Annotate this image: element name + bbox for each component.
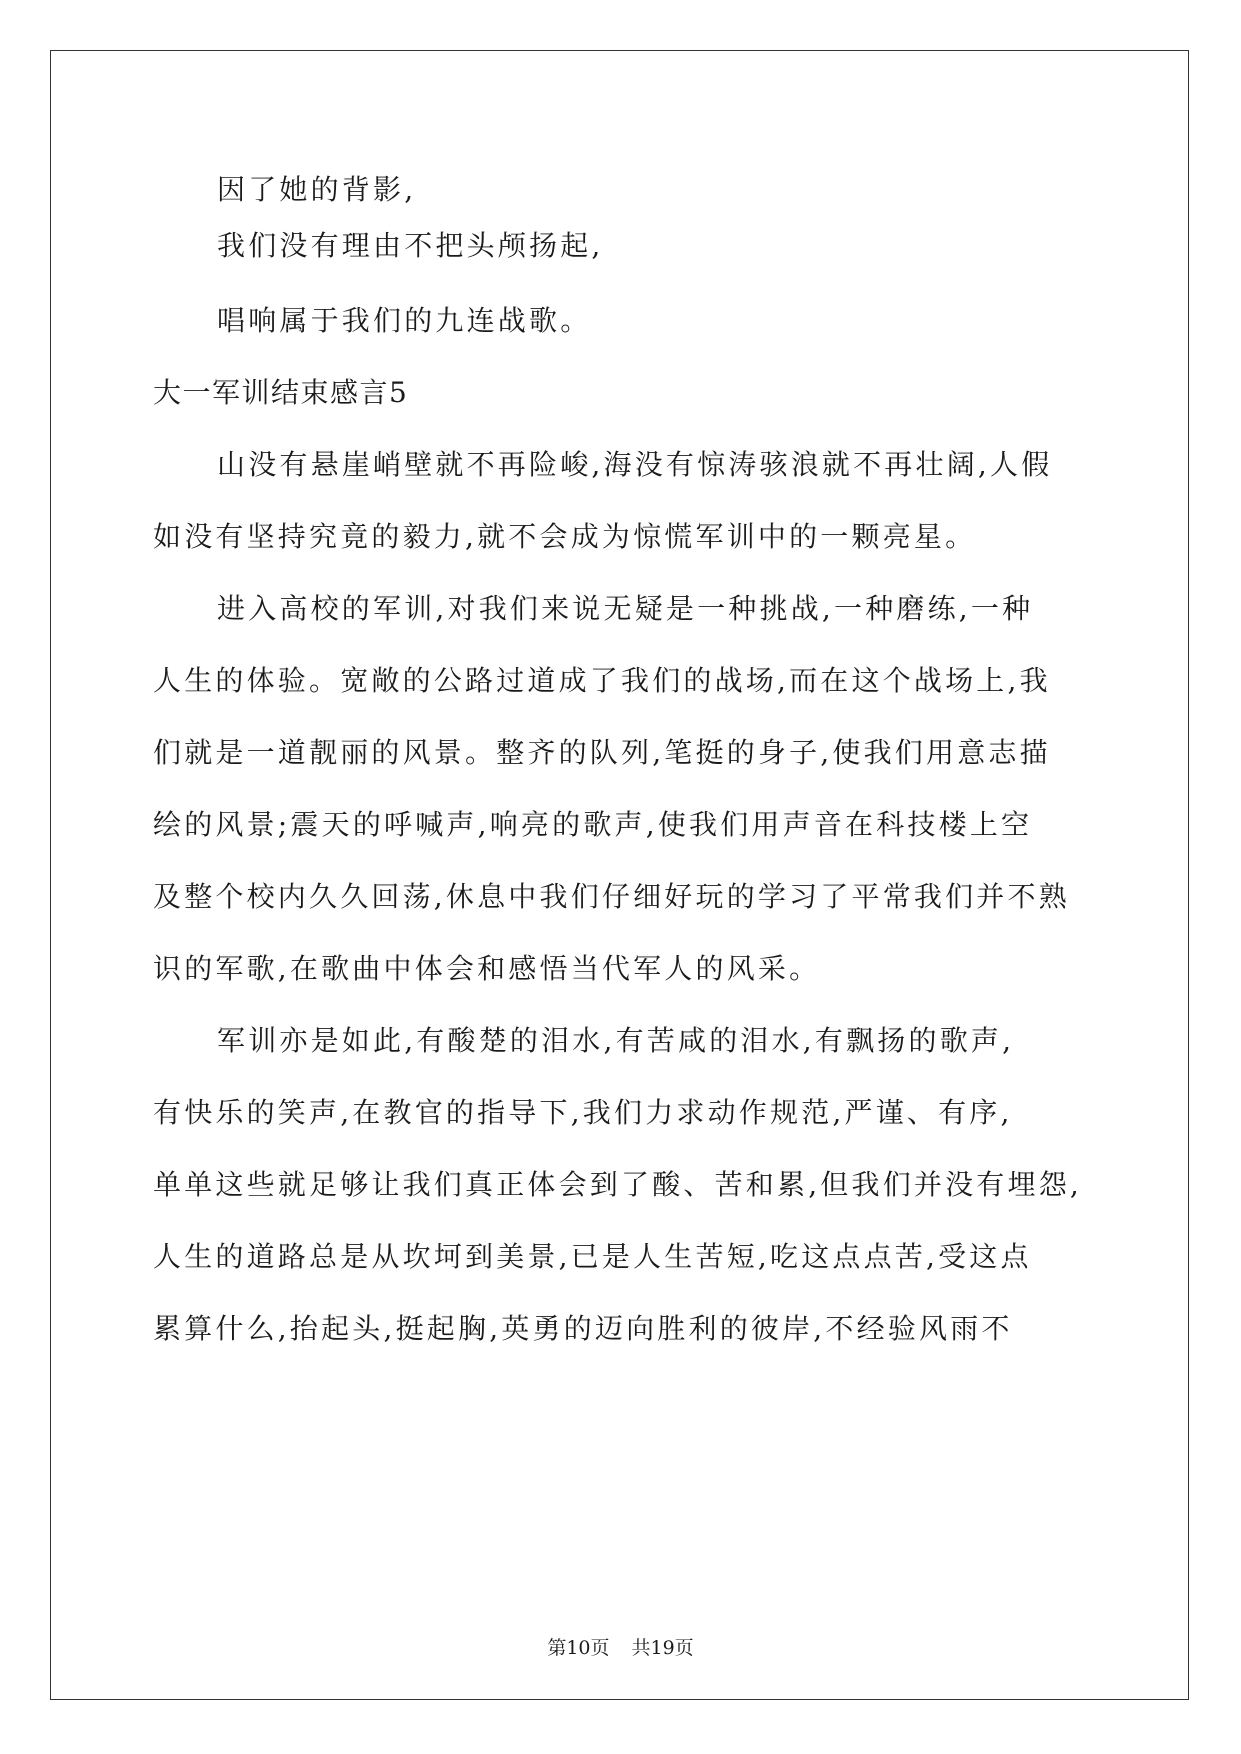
- page-footer: [0, 1636, 1241, 1660]
- section-heading: 大一军训结束感言5: [153, 376, 409, 409]
- paragraph-line: 军训亦是如此,有酸楚的泪水,有苦咸的泪水,有飘扬的歌声,: [217, 1024, 1015, 1057]
- page-number-current: 第10页: [547, 1637, 610, 1659]
- paragraph-line: 有快乐的笑声,在教官的指导下,我们力求动作规范,严谨、有序,: [153, 1096, 1013, 1129]
- paragraph-line: 们就是一道靓丽的风景。整齐的队列,笔挺的身子,使我们用意志描: [153, 736, 1051, 769]
- paragraph-line: 如没有坚持究竟的毅力,就不会成为惊慌军训中的一颗亮星。: [153, 520, 977, 553]
- paragraph-line: 单单这些就足够让我们真正体会到了酸、苦和累,但我们并没有埋怨,: [153, 1168, 1083, 1201]
- paragraph-line: 识的军歌,在歌曲中体会和感悟当代军人的风采。: [153, 952, 821, 985]
- paragraph-line: 人生的道路总是从坎坷到美景,已是人生苦短,吃这点点苦,受这点: [153, 1240, 1032, 1273]
- poem-line: 我们没有理由不把头颅扬起,: [217, 229, 604, 262]
- paragraph-line: 累算什么,抬起头,挺起胸,英勇的迈向胜利的彼岸,不经验风雨不: [153, 1312, 1013, 1345]
- paragraph-line: 进入高校的军训,对我们来说无疑是一种挑战,一种磨练,一种: [217, 592, 1034, 625]
- poem-line: 唱响属于我们的九连战歌。: [217, 304, 592, 337]
- paragraph-line: 绘的风景;震天的呼喊声,响亮的歌声,使我们用声音在科技楼上空: [153, 808, 1033, 841]
- paragraph-line: 人生的体验。宽敞的公路过道成了我们的战场,而在这个战场上,我: [153, 664, 1051, 697]
- page-number-total: 共19页: [631, 1637, 694, 1659]
- paragraph-line: 山没有悬崖峭壁就不再险峻,海没有惊涛骇浪就不再壮阔,人假: [217, 448, 1053, 481]
- paragraph-line: 及整个校内久久回荡,休息中我们仔细好玩的学习了平常我们并不熟: [153, 880, 1070, 913]
- page-border: [50, 50, 1189, 1700]
- poem-line: 因了她的背影,: [217, 173, 417, 206]
